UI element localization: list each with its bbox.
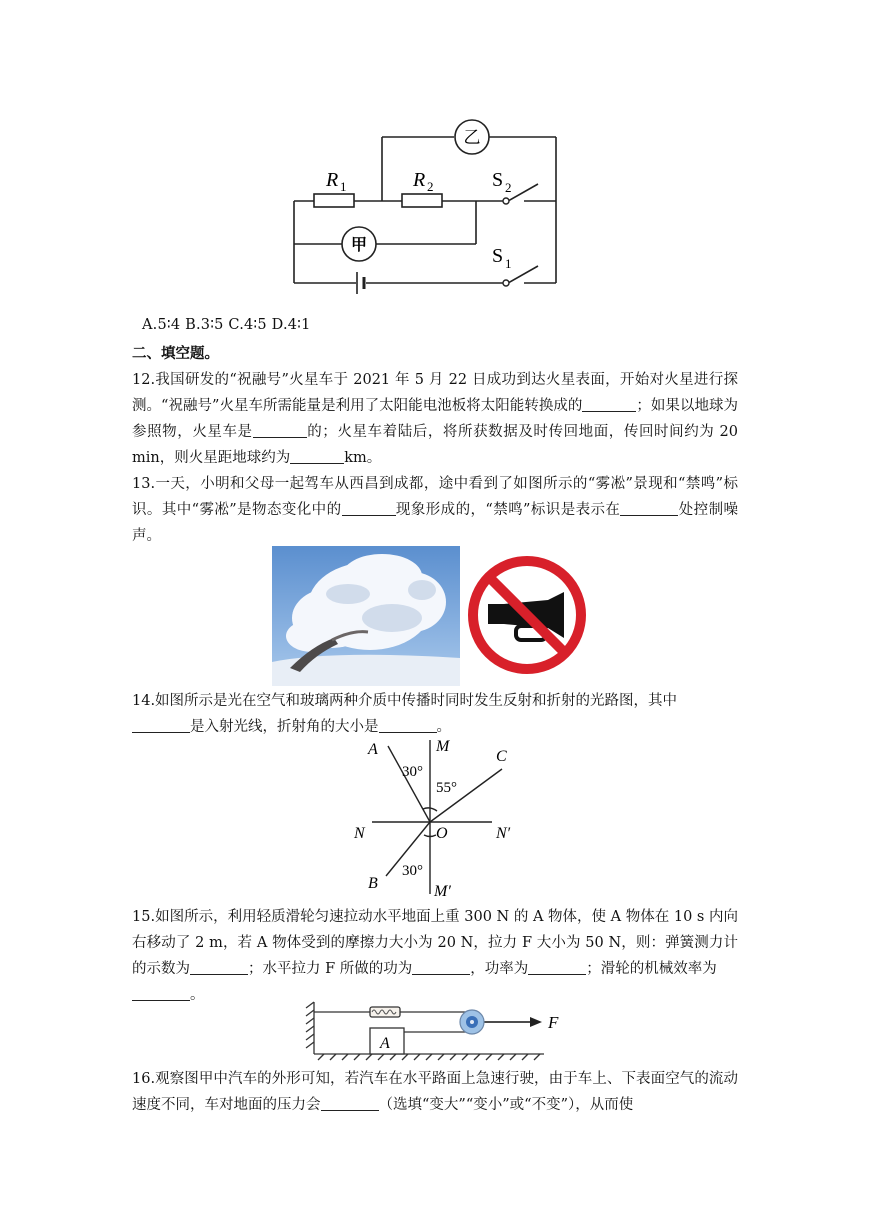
label-n: N [354, 825, 365, 842]
blank[interactable] [132, 718, 190, 733]
question-12: 12.我国研发的“祝融号”火星车于 2021 年 5 月 22 日成功到达火星表面，开始对火星进行探测。“祝融号”火星车所需能量是利用了太阳能电池板将太阳能转换成的 ；如果以地球为参照物，火星车是 的；火星车着陆后，将所获数据及时传回地面，传回时间约为 20 min，则火星距地球约为 km。 [132, 372, 739, 466]
block-label: A [380, 1035, 390, 1052]
arrow-icon [530, 1017, 542, 1027]
section-title: 二、填空题。 [132, 346, 219, 362]
label-r1: R [326, 169, 339, 191]
question-13: 13.一天，小明和父母一起驾车从西昌到成都，途中看到了如图所示的“雾凇”景现和“禁鸣”标识。其中“雾凇”是物态变化中的 现象形成的，“禁鸣”标识是表示在 处控制噪声。 [132, 476, 739, 544]
angle-incident: 30° [402, 764, 423, 780]
blank[interactable] [290, 449, 344, 464]
label-r2: R [413, 169, 426, 191]
label-b: B [368, 875, 378, 892]
label-s2: S [492, 169, 504, 191]
blank[interactable] [620, 501, 678, 516]
blank[interactable] [412, 960, 470, 975]
label-m-prime: M′ [434, 883, 451, 900]
q11-options: A.5∶4 B.3∶5 C.4∶5 D.4∶1 [142, 317, 311, 333]
angle-reflect: 55° [436, 780, 457, 796]
label-r1-sub: 1 [340, 179, 347, 194]
blank[interactable] [190, 960, 248, 975]
spring-scale [370, 1007, 400, 1017]
battery-icon [357, 272, 364, 294]
meter-jia-label: 甲 [350, 237, 368, 254]
meter-yi-label: 乙 [463, 128, 481, 147]
resistor-r1 [314, 194, 354, 207]
label-s2-sub: 2 [505, 180, 512, 195]
blank[interactable] [342, 501, 396, 516]
label-s1: S [492, 245, 504, 267]
pulley-icon [460, 1010, 484, 1034]
blank[interactable] [582, 397, 636, 412]
label-o: O [436, 825, 448, 842]
blank[interactable] [528, 960, 586, 975]
pulley-diagram [304, 998, 574, 1062]
angle-refract: 30° [402, 863, 423, 879]
question-14: 14.如图所示是光在空气和玻璃两种介质中传播时同时发生反射和折射的光路图，其中 是入射光线，折射角的大小是 。 [132, 693, 678, 735]
blank[interactable] [253, 423, 307, 438]
label-r2-sub: 2 [427, 179, 434, 194]
force-label: F [548, 1013, 559, 1032]
blank[interactable] [321, 1096, 379, 1111]
circuit-diagram [280, 110, 580, 305]
blank[interactable] [132, 986, 190, 1001]
label-a: A [368, 741, 378, 758]
question-15: 15.如图所示，利用轻质滑轮匀速拉动水平地面上重 300 N 的 A 物体，使 A 物体在 10 s 内向右移动了 2 m，若 A 物体受到的摩擦力大小为 20 N，拉力 F 大小为 50 N，则：弹簧测力计的示数为 ；水平拉力 F 所做的功为 ，功率为 ；滑轮的机械效率为 。 [132, 909, 738, 1003]
rime-tree-photo [272, 546, 460, 686]
label-m: M [436, 738, 450, 755]
label-s1-sub: 1 [505, 256, 512, 271]
label-c: C [496, 748, 507, 765]
light-path-diagram [350, 734, 530, 900]
question-16: 16.观察图甲中汽车的外形可知，若汽车在水平路面上急速行驶，由于车上、下表面空气的流动速度不同，车对地面的压力会 （选填“变大”“变小”或“不变”），从而使 [132, 1071, 738, 1113]
resistor-r2 [402, 194, 442, 207]
no-horn-sign-icon [464, 552, 590, 678]
label-n-prime: N′ [496, 825, 511, 842]
blank[interactable] [379, 718, 437, 733]
